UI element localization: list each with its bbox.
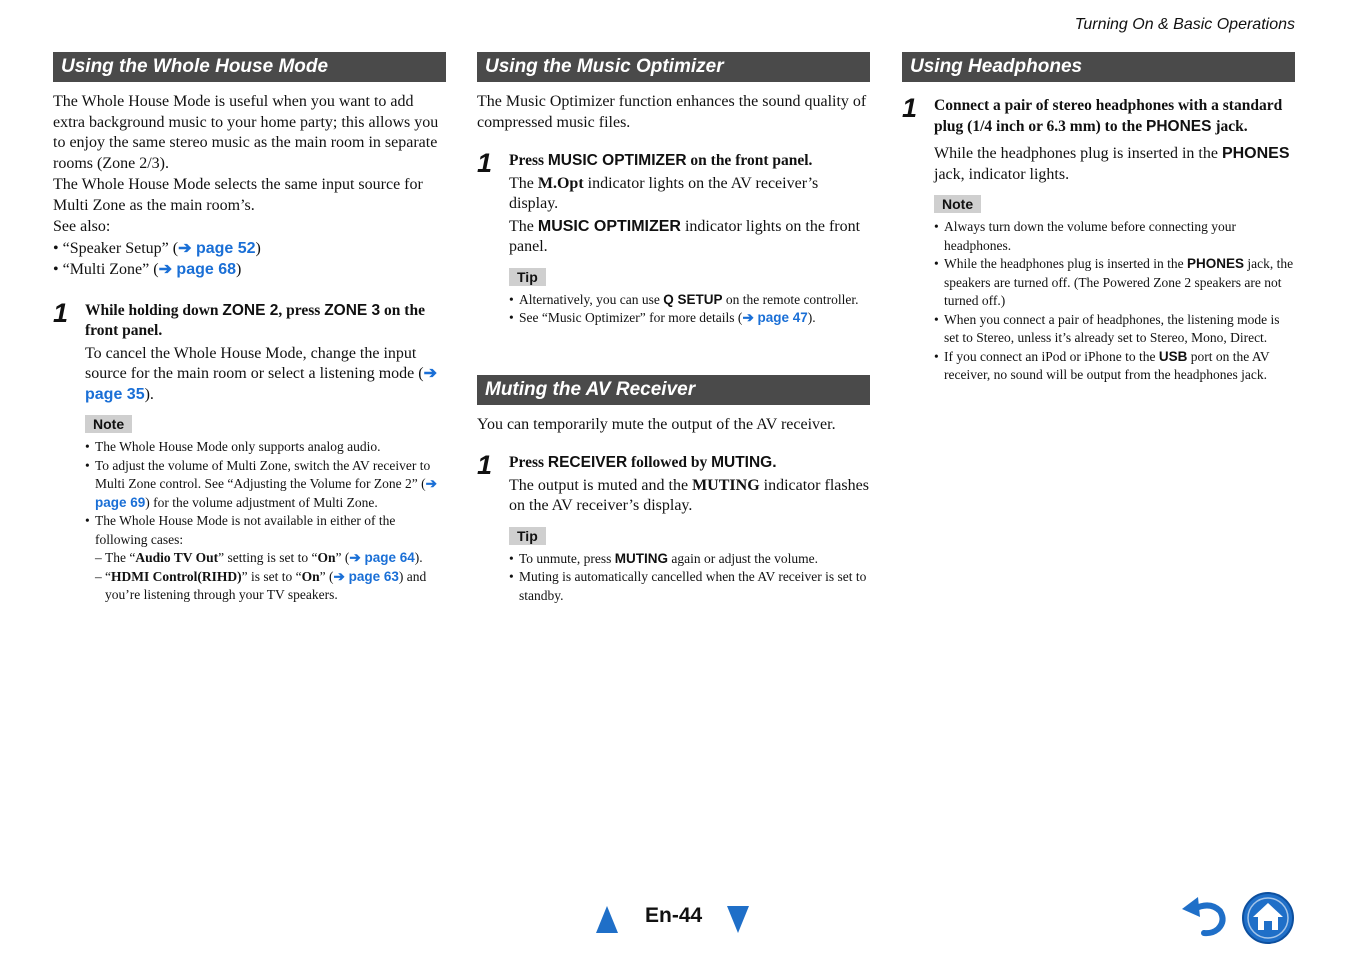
step-number: 1	[902, 93, 918, 123]
sub-item: – “HDMI Control(RIHD)” is set to “On” (➔ page 63) and you’re listening through your TV speakers.	[95, 568, 446, 605]
page-link[interactable]: ➔ page 52	[178, 239, 256, 257]
tip-item: • To unmute, press MUTING again or adjust the volume.	[509, 550, 870, 569]
music-optimizer-section	[477, 52, 870, 605]
see-also-item: • “Speaker Setup” (➔ page 52)	[53, 239, 261, 257]
see-also-label: See also:	[53, 218, 111, 235]
step-number: 1	[53, 297, 69, 328]
note-item: • The Whole House Mode is not available in either of the following cases: – The “Audio TV Out” setting is set to “On” (➔ page 64). – “HDMI Control(RIHD)” is set to “On” (➔ page 63) and you’re listening through your TV speakers.	[85, 512, 446, 605]
step	[902, 93, 1295, 185]
tip-list	[509, 291, 870, 328]
page-number: En-44	[645, 904, 703, 927]
paragraph: The Whole House Mode selects the same input source for Multi Zone as the main room’s.	[53, 176, 423, 214]
page-link[interactable]: ➔ page 68	[158, 261, 237, 278]
tip-item: • See “Music Optimizer” for more details (➔ page 47).	[509, 309, 870, 328]
note-item: • Always turn down the volume before connecting your headphones.	[934, 218, 1295, 255]
note-list	[85, 438, 446, 605]
tip-label: Tip	[509, 268, 546, 286]
paragraph: The Whole House Mode is useful when you want to add extra background music to your home party; this allows you to enjoy the same stereo music as the main room in separate rooms (Zone 2/3).	[53, 93, 439, 172]
step	[477, 148, 870, 328]
section-title: Using Headphones	[902, 52, 1295, 82]
step-number: 1	[477, 450, 493, 480]
down-triangle-icon[interactable]	[727, 906, 749, 933]
note-item: • If you connect an iPod or iPhone to the USB port on the AV receiver, no sound will be output from the headphones jack.	[934, 348, 1295, 385]
step-title: Press RECEIVER followed by MUTING.	[509, 454, 777, 471]
note-item: • To adjust the volume of Multi Zone, switch the AV receiver to Multi Zone control. See “Adjusting the Volume for Zone 2” (➔ page 69) for the volume adjustment of Multi Zone.	[85, 457, 446, 513]
note-list	[934, 218, 1295, 385]
step-body: The M.Opt indicator lights on the AV receiver’s display.	[509, 174, 819, 212]
note-item: • While the headphones plug is inserted in the PHONES jack, the speakers are turned off. (The Powered Zone 2 speakers are not turned off.)	[934, 255, 1295, 311]
step-body: The MUSIC OPTIMIZER indicator lights on the front panel.	[509, 217, 861, 255]
tip-label: Tip	[509, 527, 546, 545]
step	[53, 297, 446, 605]
step-title: While holding down ZONE 2, press ZONE 3 on the front panel.	[85, 301, 425, 339]
note-label: Note	[934, 195, 981, 213]
page-navigation	[590, 900, 760, 940]
tip-list	[509, 550, 870, 606]
see-also-item: • “Multi Zone” (➔ page 68)	[53, 261, 242, 278]
page-link[interactable]: ➔ page 47	[742, 310, 808, 325]
page-link[interactable]: ➔ page 64	[349, 550, 415, 565]
sub-list	[95, 549, 446, 605]
step-body: The output is muted and the MUTING indicator flashes on the AV receiver’s display.	[509, 476, 869, 514]
up-triangle-icon[interactable]	[596, 906, 618, 933]
step-number: 1	[477, 148, 493, 178]
page-link[interactable]: ➔ page 69	[95, 476, 437, 510]
home-icon[interactable]	[1241, 891, 1295, 945]
section-title: Muting the AV Receiver	[477, 375, 870, 405]
tip-item: • Alternatively, you can use Q SETUP on the remote controller.	[509, 291, 870, 310]
section-header: Turning On & Basic Operations	[1074, 16, 1295, 33]
step	[477, 450, 870, 605]
headphones-section	[902, 52, 1295, 385]
sub-item: – The “Audio TV Out” setting is set to “On” (➔ page 64).	[95, 549, 446, 568]
note-item: • When you connect a pair of headphones, the listening mode is set to Stereo, unless it’s already set to Stereo, Mono, Direct.	[934, 311, 1295, 348]
section-title: Using the Music Optimizer	[477, 52, 870, 82]
note-item: • The Whole House Mode only supports analog audio.	[85, 438, 446, 457]
section-title: Using the Whole House Mode	[53, 52, 446, 82]
step-body: While the headphones plug is inserted in the PHONES jack, indicator lights.	[934, 145, 1290, 183]
step-title: Press MUSIC OPTIMIZER on the front panel.	[509, 152, 813, 169]
step-body: To cancel the Whole House Mode, change the input source for the main room or select a listening mode (➔ page 35).	[85, 344, 437, 403]
step-title: Connect a pair of stereo headphones with a standard plug (1/4 inch or 6.3 mm) to the PHONES jack.	[934, 97, 1283, 135]
note-block	[902, 185, 1295, 385]
return-arrow-icon[interactable]	[1180, 893, 1230, 941]
whole-house-mode-section	[53, 52, 446, 605]
page-link[interactable]: ➔ page 35	[85, 365, 437, 403]
note-label: Note	[85, 415, 132, 433]
paragraph: The Music Optimizer function enhances the sound quality of compressed music files.	[477, 93, 867, 131]
paragraph: You can temporarily mute the output of the AV receiver.	[477, 415, 836, 433]
page-link[interactable]: ➔ page 63	[333, 568, 399, 584]
tip-item: • Muting is automatically cancelled when the AV receiver is set to standby.	[509, 568, 870, 605]
